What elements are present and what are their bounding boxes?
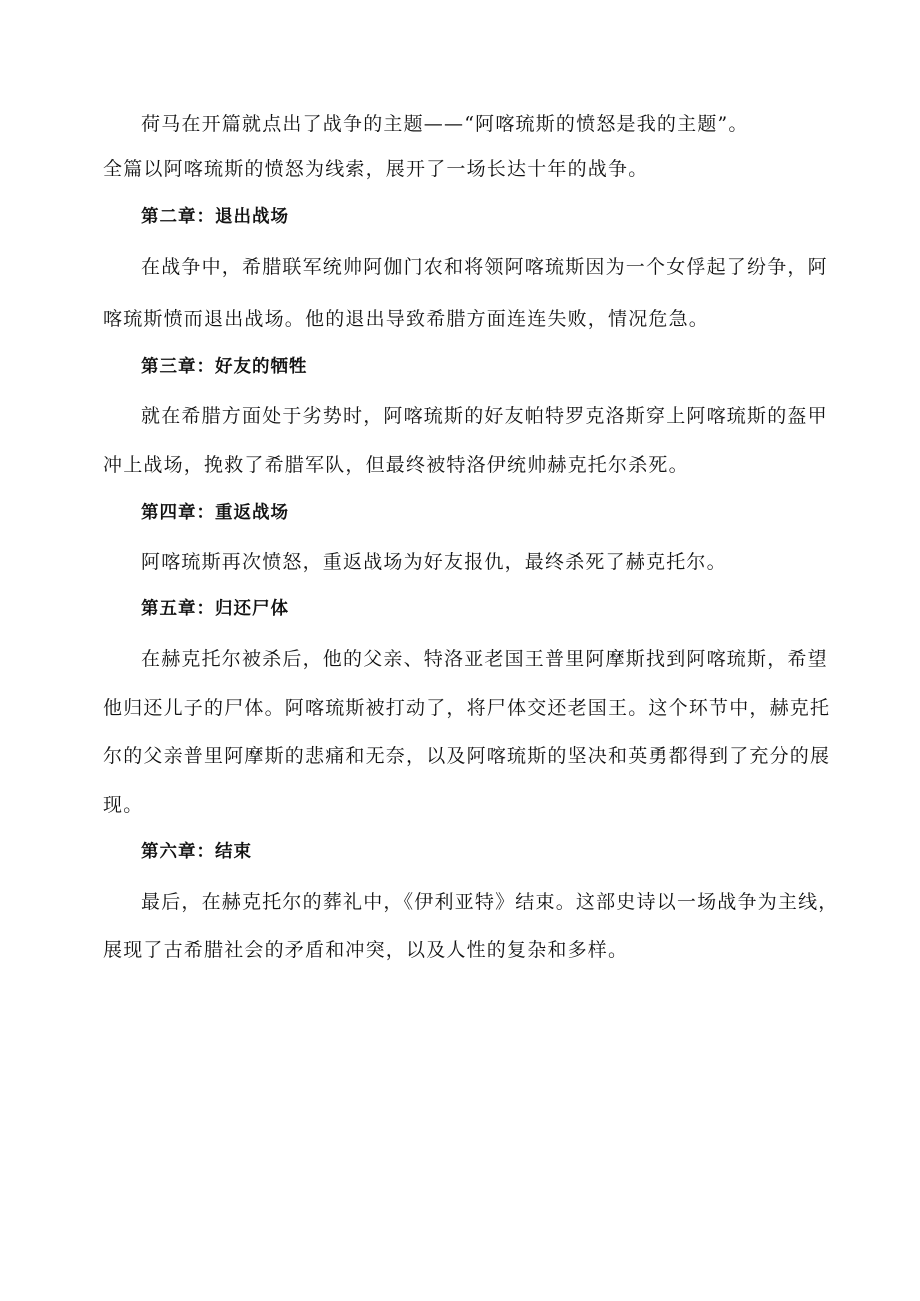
chapter-2-paragraph-line: 喀琉斯愤而退出战场。他的退出导致希腊方面连连失败，情况危急。: [103, 308, 710, 330]
chapter-4-heading: 第四章：重返战场: [141, 503, 289, 523]
intro-paragraph-line: 荷马在开篇就点出了战争的主题——“阿喀琉斯的愤怒是我的主题”。: [141, 113, 749, 135]
chapter-2-paragraph-line: 在战争中，希腊联军统帅阿伽门农和将领阿喀琉斯因为一个女俘起了纷争，阿: [141, 256, 828, 278]
chapter-5-paragraph-line: 尔的父亲普里阿摩斯的悲痛和无奈，以及阿喀琉斯的坚决和英勇都得到了充分的展: [103, 745, 831, 767]
chapter-6-heading: 第六章：结束: [141, 842, 252, 862]
chapter-5-paragraph-line: 现。: [103, 794, 144, 816]
chapter-5-paragraph-line: 他归还儿子的尸体。阿喀琉斯被打动了，将尸体交还老国王。这个环节中，赫克托: [103, 697, 831, 719]
chapter-5-paragraph-line: 在赫克托尔被杀后，他的父亲、特洛亚老国王普里阿摩斯找到阿喀琉斯，希望: [141, 648, 828, 670]
chapter-6-paragraph-line: 最后，在赫克托尔的葬礼中，《伊利亚特》结束。这部史诗以一场战争为主线，: [141, 891, 839, 913]
chapter-2-heading: 第二章：退出战场: [141, 207, 289, 227]
chapter-6-paragraph-line: 展现了古希腊社会的矛盾和冲突，以及人性的复杂和多样。: [103, 939, 629, 961]
chapter-4-paragraph-line: 阿喀琉斯再次愤怒，重返战场为好友报仇，最终杀死了赫克托尔。: [141, 551, 727, 573]
chapter-3-paragraph-line: 就在希腊方面处于劣势时，阿喀琉斯的好友帕特罗克洛斯穿上阿喀琉斯的盔甲: [141, 405, 828, 427]
chapter-3-paragraph-line: 冲上战场，挽救了希腊军队，但最终被特洛伊统帅赫克托尔杀死。: [103, 454, 689, 476]
chapter-3-heading: 第三章：好友的牺牲: [141, 357, 308, 377]
intro-paragraph-line: 全篇以阿喀琉斯的愤怒为线索，展开了一场长达十年的战争。: [103, 158, 649, 180]
chapter-5-heading: 第五章：归还尸体: [141, 599, 289, 619]
